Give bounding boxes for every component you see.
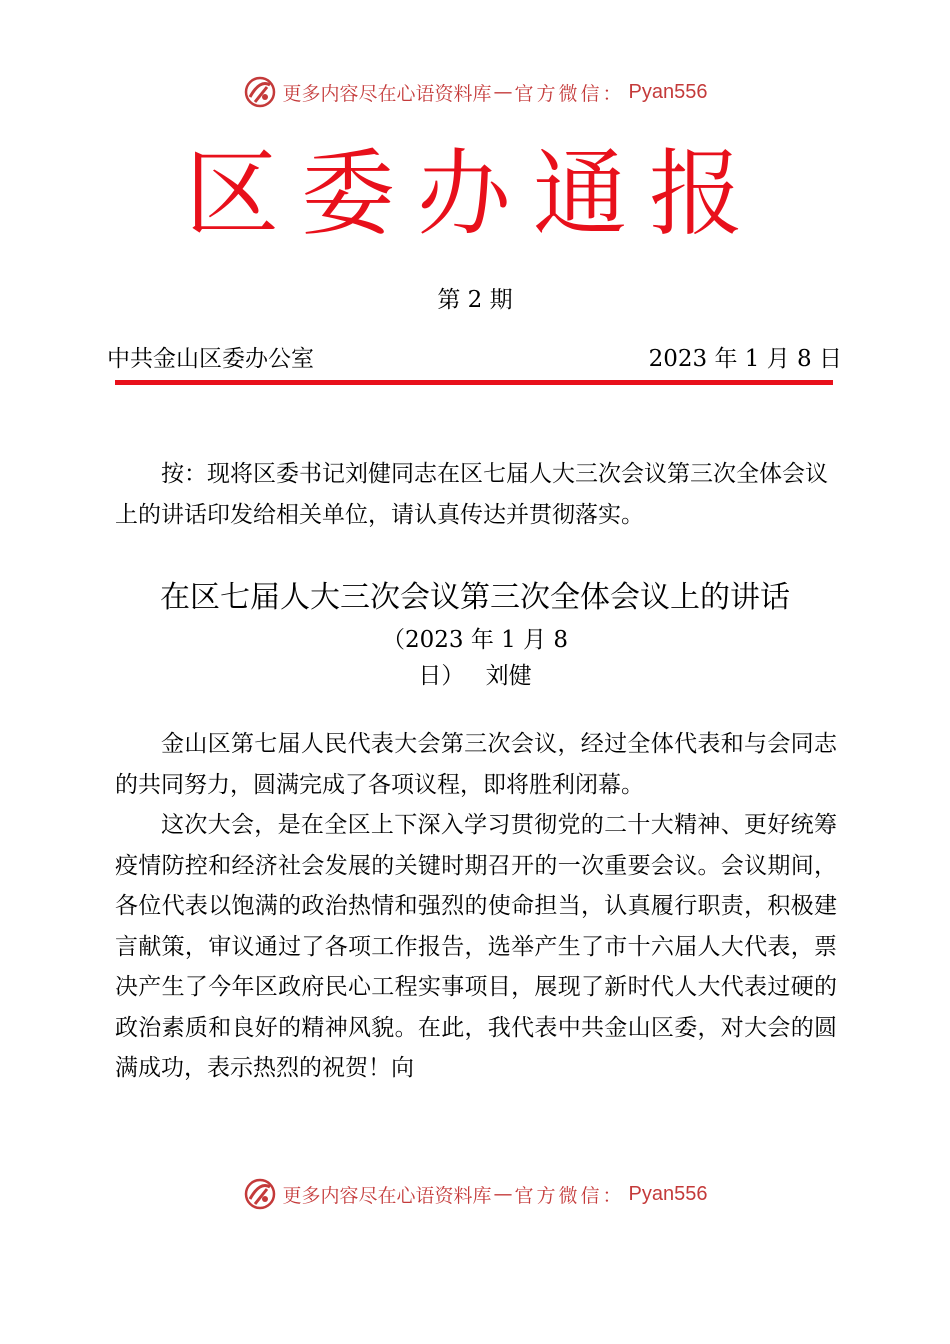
watermark-header <box>0 72 950 112</box>
watermark-footer <box>0 1174 950 1214</box>
speech-title: 在区七届人大三次会议第三次全体会议上的讲话 <box>160 580 790 615</box>
speech-paragraph-2: 这次大会，是在全区上下深入学习贯彻党的二十大精神、更好统筹疫情防控和经济社会发展的关键时期召开的一次重要会议。会议期间，各位代表以饱满的政治热情和强烈的使命担当，认真履行职责，积极建言献策，审议通过了各项工作报告，选举产生了市十六届人大代表，票决产生了今年区政府民心工程实事项目，展现了新时代人大代表过硬的政治素质和良好的精神风貌。在此，我代表中共金山区委，对大会的圆满成功，表示热烈的祝贺！向 <box>115 812 837 1081</box>
brand-logo-icon <box>243 75 277 109</box>
red-header-rule <box>115 380 833 385</box>
editor-note <box>115 454 835 536</box>
watermark-wechat-label: 官方微信： <box>514 82 625 105</box>
editor-note-text: 按：现将区委书记刘健同志在区七届人大三次会议第三次全体会议上的讲话印发给相关单位，请认真传达并贯彻落实。 <box>115 461 828 528</box>
brand-logo-icon <box>243 1177 277 1211</box>
speech-date-end: 日） <box>418 663 465 689</box>
watermark-text: 更多内容尽在心语资料库 <box>282 1184 492 1207</box>
speech-byline <box>0 622 950 694</box>
watermark-wechat-label: 官方微信： <box>514 1184 625 1207</box>
issue-number: 第 2 期 <box>437 287 513 313</box>
issue-date: 2023 年 1 月 8 日 <box>648 346 842 372</box>
masthead-title: 区委办通报 <box>184 140 765 249</box>
speech-date: （2023 年 1 月 8 <box>381 627 569 653</box>
watermark-wechat-id: Pyan556 <box>628 80 708 103</box>
watermark-separator: — <box>493 81 513 103</box>
watermark-wechat-id: Pyan556 <box>628 1182 708 1205</box>
speech-paragraph-1: 金山区第七届人民代表大会第三次会议，经过全体代表和与会同志的共同努力，圆满完成了各项议程，即将胜利闭幕。 <box>115 731 837 798</box>
speech-speaker: 刘健 <box>485 663 532 689</box>
speech-date-speaker <box>0 658 950 694</box>
speech-body <box>115 724 837 1089</box>
watermark-separator: — <box>493 1183 513 1205</box>
watermark-text: 更多内容尽在心语资料库 <box>282 82 492 105</box>
issuer-name: 中共金山区委办公室 <box>107 346 314 372</box>
